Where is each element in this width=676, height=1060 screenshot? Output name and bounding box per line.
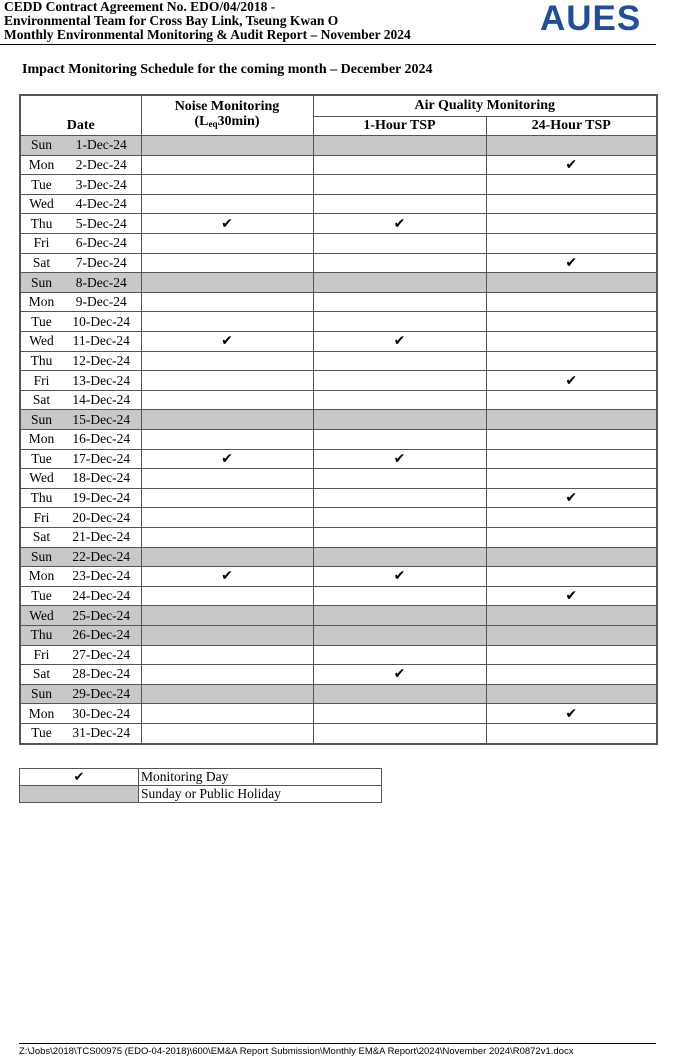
- tsp-1hour-header: 1-Hour TSP: [313, 116, 486, 136]
- date-cell: 11-Dec-24: [62, 332, 141, 352]
- noise-cell: [141, 469, 313, 489]
- tsp24-cell: [486, 723, 657, 743]
- air-quality-header: Air Quality Monitoring: [313, 95, 657, 116]
- noise-cell: [141, 704, 313, 724]
- schedule-row: [20, 332, 657, 352]
- date-cell: 17-Dec-24: [62, 449, 141, 469]
- date-cell: 14-Dec-24: [62, 390, 141, 410]
- tsp1-cell: [313, 332, 486, 352]
- schedule-row: [20, 684, 657, 704]
- date-cell: 21-Dec-24: [62, 527, 141, 547]
- noise-cell: [141, 547, 313, 567]
- check-mark-icon: ✔: [221, 215, 233, 232]
- day-of-week-cell: Fri: [20, 371, 62, 391]
- check-mark-icon: ✔: [565, 254, 578, 271]
- tsp24-cell: [486, 567, 657, 587]
- schedule-row: [20, 312, 657, 332]
- schedule-row: [20, 292, 657, 312]
- legend-monitoring-label: Monitoring Day: [139, 769, 382, 786]
- tsp1-cell: [313, 155, 486, 175]
- date-cell: 3-Dec-24: [62, 175, 141, 195]
- tsp24-cell: [486, 234, 657, 254]
- tsp24-cell: [486, 175, 657, 195]
- date-cell: 22-Dec-24: [62, 547, 141, 567]
- schedule-row: [20, 155, 657, 175]
- tsp24-cell: [486, 665, 657, 685]
- noise-cell: [141, 136, 313, 156]
- aues-logo: AUES: [540, 0, 642, 38]
- noise-cell: [141, 253, 313, 273]
- tsp24-cell: [486, 684, 657, 704]
- date-cell: 13-Dec-24: [62, 371, 141, 391]
- tsp24-cell: [486, 390, 657, 410]
- noise-cell: [141, 234, 313, 254]
- noise-cell: [141, 723, 313, 743]
- tsp1-cell: [313, 273, 486, 293]
- check-mark-icon: ✔: [20, 769, 139, 786]
- tsp1-cell: [313, 645, 486, 665]
- check-mark-icon: ✔: [565, 372, 578, 389]
- noise-cell: [141, 488, 313, 508]
- noise-cell: [141, 292, 313, 312]
- schedule-row: [20, 665, 657, 685]
- noise-cell: [141, 194, 313, 214]
- date-cell: 10-Dec-24: [62, 312, 141, 332]
- tsp1-cell: [313, 567, 486, 587]
- noise-cell: [141, 586, 313, 606]
- tsp1-cell: [313, 684, 486, 704]
- day-of-week-cell: Sun: [20, 547, 62, 567]
- tsp24-cell: [486, 292, 657, 312]
- footer-divider: [19, 1043, 656, 1044]
- tsp24-cell: [486, 312, 657, 332]
- legend-table: [19, 768, 382, 803]
- day-of-week-cell: Thu: [20, 625, 62, 645]
- tsp1-cell: [313, 527, 486, 547]
- tsp1-cell: [313, 625, 486, 645]
- tsp24-cell: [486, 332, 657, 352]
- tsp1-cell: [313, 488, 486, 508]
- day-of-week-cell: Sat: [20, 390, 62, 410]
- tsp1-cell: [313, 430, 486, 450]
- date-cell: 25-Dec-24: [62, 606, 141, 626]
- tsp24-cell: [486, 371, 657, 391]
- schedule-row: [20, 449, 657, 469]
- schedule-row: [20, 410, 657, 430]
- tsp1-cell: [313, 214, 486, 234]
- date-cell: 24-Dec-24: [62, 586, 141, 606]
- schedule-row: [20, 547, 657, 567]
- schedule-row: [20, 488, 657, 508]
- check-mark-icon: ✔: [221, 450, 233, 467]
- date-cell: 29-Dec-24: [62, 684, 141, 704]
- schedule-row: [20, 194, 657, 214]
- tsp-24hour-header: 24-Hour TSP: [486, 116, 657, 136]
- file-path-footer: Z:\Jobs\2018\TCS00975 (EDO-04-2018)\600\EM&A Report Submission\Monthly EM&A Report\2024\November 2024\R0872v1.docx: [19, 1046, 574, 1057]
- day-of-week-cell: Wed: [20, 469, 62, 489]
- day-of-week-cell: Fri: [20, 234, 62, 254]
- day-of-week-cell: Sat: [20, 527, 62, 547]
- tsp24-cell: [486, 253, 657, 273]
- noise-cell: [141, 312, 313, 332]
- day-of-week-cell: Thu: [20, 214, 62, 234]
- tsp1-cell: [313, 253, 486, 273]
- tsp24-cell: [486, 645, 657, 665]
- noise-cell: [141, 684, 313, 704]
- schedule-rows: [20, 136, 657, 744]
- date-cell: 18-Dec-24: [62, 469, 141, 489]
- day-of-week-cell: Tue: [20, 723, 62, 743]
- check-mark-icon: ✔: [393, 215, 406, 232]
- noise-cell: [141, 273, 313, 293]
- date-cell: 26-Dec-24: [62, 625, 141, 645]
- noise-header-leq: $(L_{eq}30\min)$: [194, 114, 260, 130]
- tsp24-cell: [486, 704, 657, 724]
- date-cell: 9-Dec-24: [62, 292, 141, 312]
- day-of-week-cell: Thu: [20, 488, 62, 508]
- tsp1-cell: [313, 175, 486, 195]
- tsp1-cell: [313, 194, 486, 214]
- day-of-week-cell: Wed: [20, 606, 62, 626]
- date-cell: 30-Dec-24: [62, 704, 141, 724]
- day-of-week-cell: Mon: [20, 292, 62, 312]
- date-cell: 20-Dec-24: [62, 508, 141, 528]
- noise-cell: [141, 155, 313, 175]
- schedule-row: [20, 234, 657, 254]
- noise-cell: [141, 332, 313, 352]
- day-of-week-cell: Tue: [20, 449, 62, 469]
- schedule-row: [20, 253, 657, 273]
- noise-cell: [141, 606, 313, 626]
- noise-cell: [141, 449, 313, 469]
- tsp1-cell: [313, 508, 486, 528]
- noise-cell: [141, 527, 313, 547]
- day-of-week-cell: Sat: [20, 253, 62, 273]
- day-of-week-cell: Sun: [20, 410, 62, 430]
- date-cell: 1-Dec-24: [62, 136, 141, 156]
- noise-cell: [141, 645, 313, 665]
- check-mark-icon: ✔: [393, 333, 406, 350]
- schedule-row: [20, 606, 657, 626]
- noise-header-line1: Noise Monitoring: [174, 99, 280, 115]
- tsp24-cell: [486, 410, 657, 430]
- day-of-week-cell: Mon: [20, 155, 62, 175]
- day-of-week-cell: Mon: [20, 430, 62, 450]
- tsp1-cell: [313, 371, 486, 391]
- tsp24-cell: [486, 214, 657, 234]
- tsp24-cell: [486, 469, 657, 489]
- legend-holiday-swatch: [20, 786, 139, 803]
- check-mark-icon: ✔: [565, 705, 578, 722]
- schedule-row: [20, 469, 657, 489]
- tsp24-cell: [486, 194, 657, 214]
- schedule-row: [20, 136, 657, 156]
- date-cell: 7-Dec-24: [62, 253, 141, 273]
- header-divider: [0, 44, 656, 45]
- tsp24-cell: [486, 625, 657, 645]
- schedule-row: [20, 508, 657, 528]
- day-of-week-cell: Wed: [20, 332, 62, 352]
- tsp1-cell: [313, 586, 486, 606]
- tsp24-cell: [486, 351, 657, 371]
- tsp1-cell: [313, 449, 486, 469]
- day-of-week-cell: Wed: [20, 194, 62, 214]
- check-mark-icon: ✔: [565, 156, 578, 173]
- noise-cell: [141, 175, 313, 195]
- tsp24-cell: [486, 136, 657, 156]
- date-cell: 27-Dec-24: [62, 645, 141, 665]
- tsp1-cell: [313, 351, 486, 371]
- tsp24-cell: [486, 488, 657, 508]
- schedule-row: [20, 214, 657, 234]
- legend-holiday-label: Sunday or Public Holiday: [139, 786, 382, 803]
- noise-cell: [141, 351, 313, 371]
- schedule-row: [20, 567, 657, 587]
- tsp1-cell: [313, 723, 486, 743]
- noise-cell: [141, 625, 313, 645]
- tsp1-cell: [313, 312, 486, 332]
- date-cell: 19-Dec-24: [62, 488, 141, 508]
- date-cell: 23-Dec-24: [62, 567, 141, 587]
- check-mark-icon: ✔: [565, 490, 578, 507]
- schedule-row: [20, 390, 657, 410]
- header-team-line: Environmental Team for Cross Bay Link, Tseung Kwan O: [4, 13, 339, 28]
- schedule-row: [20, 430, 657, 450]
- check-mark-icon: ✔: [221, 568, 233, 585]
- noise-cell: [141, 508, 313, 528]
- tsp24-cell: [486, 155, 657, 175]
- date-cell: 28-Dec-24: [62, 665, 141, 685]
- day-of-week-cell: Fri: [20, 508, 62, 528]
- noise-cell: [141, 567, 313, 587]
- header-contract-line: CEDD Contract Agreement No. EDO/04/2018 -: [4, 0, 276, 14]
- day-of-week-cell: Tue: [20, 312, 62, 332]
- schedule-row: [20, 723, 657, 743]
- day-of-week-cell: Sun: [20, 273, 62, 293]
- date-cell: 6-Dec-24: [62, 234, 141, 254]
- noise-cell: [141, 410, 313, 430]
- tsp24-cell: [486, 586, 657, 606]
- schedule-row: [20, 527, 657, 547]
- check-mark-icon: ✔: [565, 588, 578, 605]
- tsp1-cell: [313, 410, 486, 430]
- schedule-row: [20, 645, 657, 665]
- date-cell: 12-Dec-24: [62, 351, 141, 371]
- tsp1-cell: [313, 606, 486, 626]
- schedule-row: [20, 371, 657, 391]
- day-of-week-cell: Mon: [20, 704, 62, 724]
- check-mark-icon: ✔: [393, 450, 406, 467]
- tsp24-cell: [486, 508, 657, 528]
- header-report-line: Monthly Environmental Monitoring & Audit Report – November 2024: [4, 27, 411, 42]
- schedule-title: Impact Monitoring Schedule for the coming month – December 2024: [22, 62, 433, 77]
- date-column-header: Date: [20, 95, 141, 136]
- noise-cell: [141, 665, 313, 685]
- schedule-row: [20, 351, 657, 371]
- day-of-week-cell: Mon: [20, 567, 62, 587]
- check-mark-icon: ✔: [221, 333, 233, 350]
- date-cell: 5-Dec-24: [62, 214, 141, 234]
- day-of-week-cell: Tue: [20, 586, 62, 606]
- day-of-week-cell: Thu: [20, 351, 62, 371]
- check-mark-icon: ✔: [393, 666, 406, 683]
- noise-cell: [141, 214, 313, 234]
- tsp24-cell: [486, 430, 657, 450]
- report-header: [4, 0, 411, 42]
- tsp1-cell: [313, 704, 486, 724]
- tsp1-cell: [313, 234, 486, 254]
- noise-cell: [141, 430, 313, 450]
- noise-monitoring-header: [141, 95, 313, 136]
- day-of-week-cell: Sat: [20, 665, 62, 685]
- tsp1-cell: [313, 390, 486, 410]
- schedule-row: [20, 704, 657, 724]
- tsp24-cell: [486, 273, 657, 293]
- check-mark-icon: ✔: [393, 568, 406, 585]
- tsp24-cell: [486, 449, 657, 469]
- day-of-week-cell: Sun: [20, 684, 62, 704]
- tsp24-cell: [486, 606, 657, 626]
- date-cell: 31-Dec-24: [62, 723, 141, 743]
- noise-cell: [141, 371, 313, 391]
- date-cell: 8-Dec-24: [62, 273, 141, 293]
- date-cell: 16-Dec-24: [62, 430, 141, 450]
- schedule-row: [20, 175, 657, 195]
- date-cell: 4-Dec-24: [62, 194, 141, 214]
- tsp1-cell: [313, 136, 486, 156]
- tsp1-cell: [313, 469, 486, 489]
- date-cell: 2-Dec-24: [62, 155, 141, 175]
- tsp1-cell: [313, 292, 486, 312]
- schedule-row: [20, 586, 657, 606]
- tsp1-cell: [313, 547, 486, 567]
- tsp24-cell: [486, 527, 657, 547]
- tsp1-cell: [313, 665, 486, 685]
- schedule-row: [20, 273, 657, 293]
- day-of-week-cell: Tue: [20, 175, 62, 195]
- day-of-week-cell: Sun: [20, 136, 62, 156]
- date-cell: 15-Dec-24: [62, 410, 141, 430]
- monitoring-schedule-table: [19, 94, 658, 745]
- noise-cell: [141, 390, 313, 410]
- day-of-week-cell: Fri: [20, 645, 62, 665]
- tsp24-cell: [486, 547, 657, 567]
- schedule-row: [20, 625, 657, 645]
